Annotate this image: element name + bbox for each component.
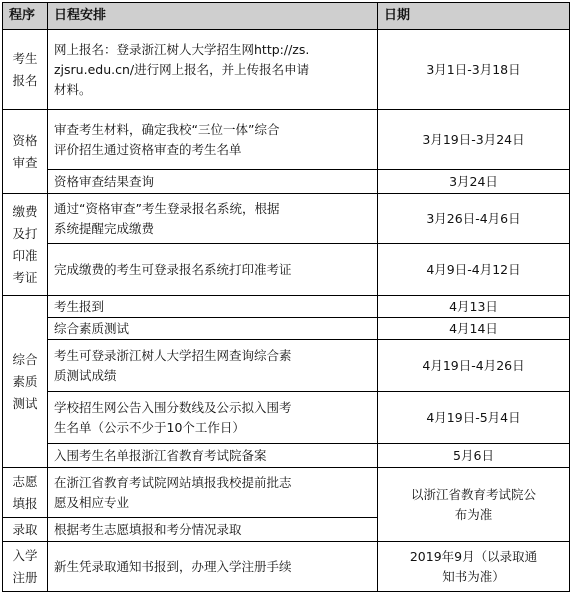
table-row xyxy=(3,340,570,392)
date-cell: 以浙江省教育考试院公 布为准 xyxy=(378,468,570,542)
header-procedure: 程序 xyxy=(3,3,48,30)
procedure-cell: 录取 xyxy=(3,518,48,542)
date-cell: 4月19日-4月26日 xyxy=(378,340,570,392)
table-header-row xyxy=(3,3,570,30)
schedule-item: 通过“资格审查”考生登录报名系统，根据 系统提醒完成缴费 xyxy=(48,194,378,244)
table-row xyxy=(3,318,570,340)
schedule-item: 综合素质测试 xyxy=(48,318,378,340)
header-date: 日期 xyxy=(378,3,570,30)
procedure-cell: 缴费 及打 印准 考证 xyxy=(3,194,48,296)
procedure-cell: 综合 素质 测试 xyxy=(3,296,48,468)
header-schedule: 日程安排 xyxy=(48,3,378,30)
date-cell: 4月13日 xyxy=(378,296,570,318)
table-row xyxy=(3,468,570,518)
table-row xyxy=(3,444,570,468)
table-row xyxy=(3,194,570,244)
schedule-table xyxy=(2,2,570,592)
date-cell: 5月6日 xyxy=(378,444,570,468)
schedule-item: 学校招生网公告入围分数线及公示拟入围考 生名单（公示不少于10个工作日） xyxy=(48,392,378,444)
schedule-item: 考生可登录浙江树人大学招生网查询综合素 质测试成绩 xyxy=(48,340,378,392)
date-cell: 4月9日-4月12日 xyxy=(378,244,570,296)
procedure-cell: 资格 审查 xyxy=(3,110,48,194)
schedule-item: 根据考生志愿填报和考分情况录取 xyxy=(48,518,378,542)
table-row xyxy=(3,30,570,110)
schedule-item: 新生凭录取通知书报到，办理入学注册手续 xyxy=(48,542,378,592)
table-row xyxy=(3,392,570,444)
table-row xyxy=(3,296,570,318)
date-cell: 3月19日-3月24日 xyxy=(378,110,570,170)
schedule-item: 考生报到 xyxy=(48,296,378,318)
schedule-item: 在浙江省教育考试院网站填报我校提前批志 愿及相应专业 xyxy=(48,468,378,518)
table-row xyxy=(3,110,570,170)
procedure-cell: 考生 报名 xyxy=(3,30,48,110)
date-cell: 4月19日-5月4日 xyxy=(378,392,570,444)
procedure-cell: 志愿 填报 xyxy=(3,468,48,518)
date-cell: 2019年9月（以录取通 知书为准） xyxy=(378,542,570,592)
table-row xyxy=(3,244,570,296)
table-row xyxy=(3,170,570,194)
schedule-item: 入围考生名单报浙江省教育考试院备案 xyxy=(48,444,378,468)
procedure-cell: 入学 注册 xyxy=(3,542,48,592)
date-cell: 3月26日-4月6日 xyxy=(378,194,570,244)
table-row xyxy=(3,542,570,592)
schedule-item: 审查考生材料，确定我校“三位一体”综合 评价招生通过资格审查的考生名单 xyxy=(48,110,378,170)
schedule-table-wrapper xyxy=(2,2,570,592)
schedule-item: 完成缴费的考生可登录报名系统打印准考证 xyxy=(48,244,378,296)
schedule-item: 资格审查结果查询 xyxy=(48,170,378,194)
date-cell: 3月1日-3月18日 xyxy=(378,30,570,110)
date-cell: 4月14日 xyxy=(378,318,570,340)
schedule-item: 网上报名：登录浙江树人大学招生网http://zs. zjsru.edu.cn/进行网上报名，并上传报名申请 材料。 xyxy=(48,30,378,110)
date-cell: 3月24日 xyxy=(378,170,570,194)
